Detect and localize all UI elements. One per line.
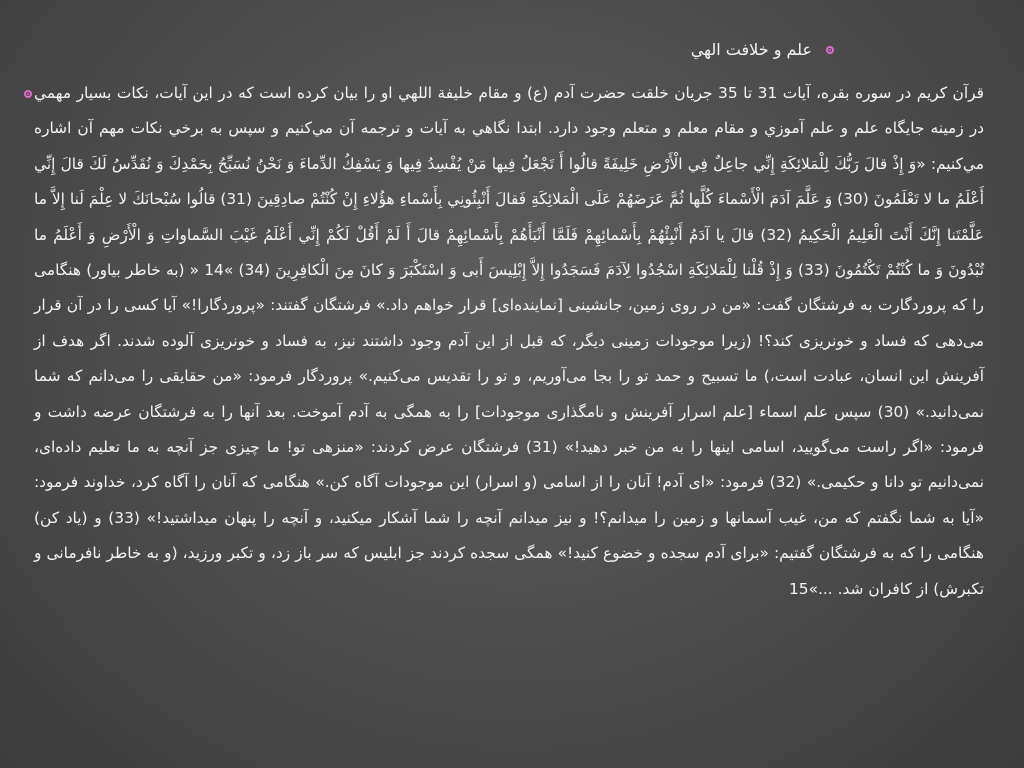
- verses-translation: « (به خاطر بياور) هنگامى را كه پروردگارت به فرشتگان گفت: «من در روى زمين، جانشينى [نماينده‌اى] قرار خواهم داد.» فرشتگان گفتند: «پروردگارا!» آيا كسى را در آن قرار مى‌دهى كه فساد و خونريزى كند؟! (زيرا موجودات زمينى ديگر، كه قبل از اين آدم وجود داشتند نيز، به فساد و خونريزى آلوده شدند. اگر هدف از آفرينش اين انسان، عبادت است،) ما تسبيح و حمد تو را بجا مى‌آوريم، و تو را تقديس مى‌كنيم.» پروردگار فرمود: «من حقايقى را مى‌دانم كه شما نمى‌دانيد.» (30) سپس علم اسماء [علم اسرار آفرينش و نامگذارى موجودات] را به همگى به آدم آموخت. بعد آنها را به فرشتگان عرضه داشت و فرمود: «اگر راست مى‌گوييد، اسامى اينها را به من خبر دهيد!» (31) فرشتگان عرض كردند: «منزهى تو! ما چيزى جز آنچه به ما تعليم داده‌اى، نمى‌دانيم تو دانا و حكيمى.» (32) فرمود: «اى آدم! آنان را از اسامى (و اسرار) اين موجودات آگاه كن.» هنگامى كه آنان را آگاه كرد، خداوند فرمود: «آيا به شما نگفتم كه من، غيب آسمانها و زمين را ميدانم؟! و نيز ميدانم آنچه را شما آشكار ميكنيد، و آنچه را پنهان ميداشتيد!» (33) و (ياد كن) هنگامى را كه به فرشتگان گفتيم: «براى آدم سجده و خضوع كنيد!» همگى سجده كردند جز ابليس كه سر باز زد، و تكبر ورزيد، (و به خاطر نافرمانى و تكبرش) از كافران شد. ...»15: [34, 261, 984, 598]
- body-bullet-icon: [24, 90, 32, 98]
- quran-verses: «وَ إِذْ قالَ رَبُّكَ لِلْمَلائِكَةِ إِنِّي جاعِلٌ فِي الْأَرْضِ خَلِيفَةً قالُوا أَ تَجْعَلُ فِيها مَنْ يُفْسِدُ فِيها وَ يَسْفِكُ الدِّماءَ وَ نَحْنُ نُسَبِّحُ بِحَمْدِكَ وَ نُقَدِّسُ لَكَ قالَ إِنِّي أَعْلَمُ ما لا تَعْلَمُونَ (30) وَ عَلَّمَ آدَمَ الْأَسْماءَ كُلَّها ثُمَّ عَرَضَهُمْ عَلَى الْمَلائِكَةِ فَقالَ أَنْبِئُونِي بِأَسْماءِ هؤُلاءِ إِنْ كُنْتُمْ صادِقِينَ (31) قالُوا سُبْحانَكَ لا عِلْمَ لَنا إِلاَّ ما عَلَّمْتَنا إِنَّكَ أَنْتَ الْعَلِيمُ الْحَكِيمُ (32) قالَ يا آدَمُ أَنْبِئْهُمْ بِأَسْمائِهِمْ فَلَمَّا أَنْبَأَهُمْ بِأَسْمائِهِمْ قالَ أَ لَمْ أَقُلْ لَكُمْ إِنِّي أَعْلَمُ غَيْبَ السَّماواتِ وَ الْأَرْضِ وَ أَعْلَمُ ما تُبْدُونَ وَ ما كُنْتُمْ تَكْتُمُونَ (33) وَ إِذْ قُلْنا لِلْمَلائِكَةِ اسْجُدُوا لِآدَمَ فَسَجَدُوا إِلاَّ إِبْلِيسَ أَبى وَ اسْتَكْبَرَ وَ كانَ مِنَ الْكافِرِينَ (34) »14: [34, 154, 984, 280]
- intro-paragraph: قرآن كريم در سوره بقره، آيات 31 تا 35 جريان خلقت حضرت آدم (ع) و مقام خليفة اللهي او را بيان كرده است كه در اين آيات، نكات بسيار مهمي در زمينه جايگاه علم و علم آموزي و مقام معلم و متعلم وجود دارد. ابتدا نگاهي به آيات و ترجمه آن مي‌كنيم و سپس به برخي نكات مهم آن اشاره مي‌كنيم:: [34, 84, 984, 173]
- title-bullet-icon: [826, 46, 834, 54]
- slide-title: علم و خلافت الهي: [690, 40, 812, 59]
- slide-title-row: [691, 38, 834, 62]
- slide-body: [34, 76, 984, 607]
